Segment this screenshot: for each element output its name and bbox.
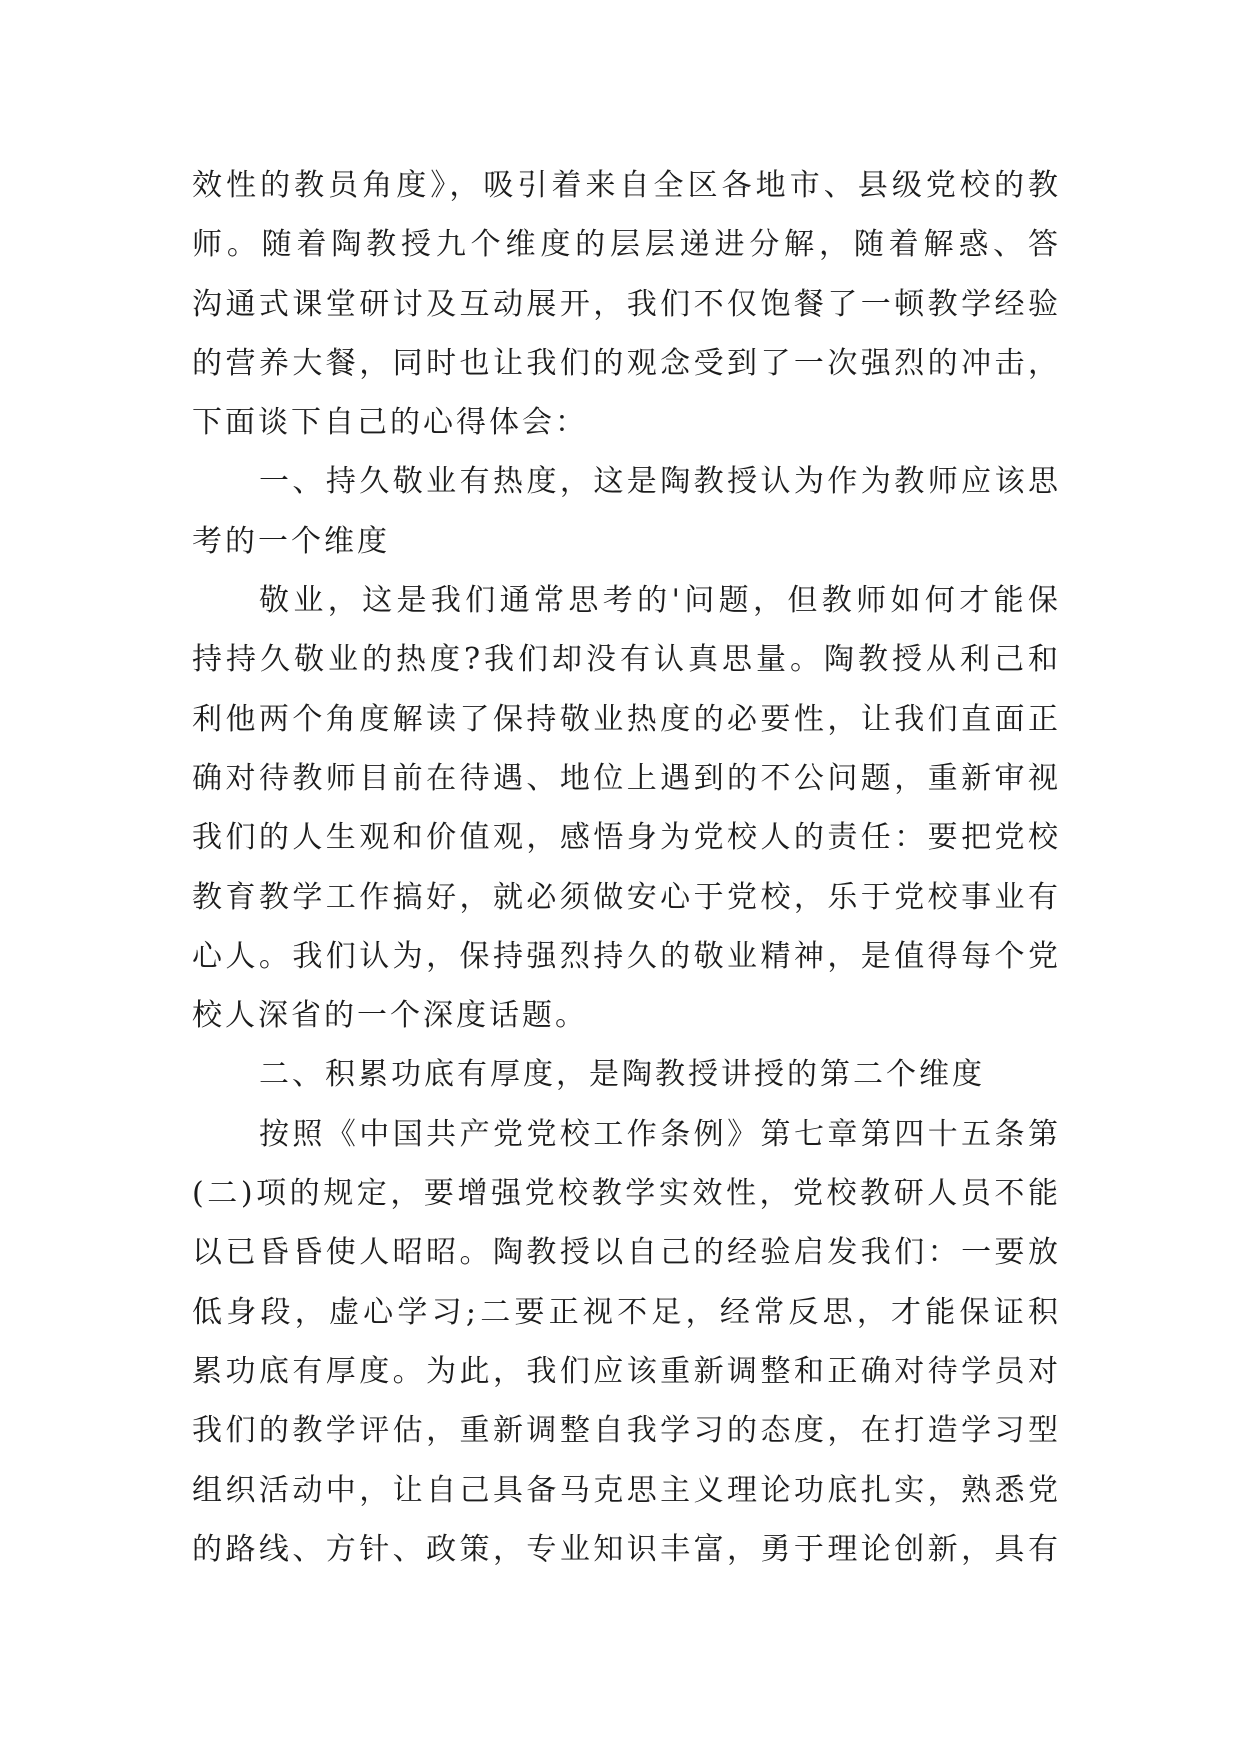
text-line: 下面谈下自己的心得体会： xyxy=(192,405,588,441)
text-line: 教育教学工作搞好，就必须做安心于党校，乐于党校事业有 xyxy=(192,879,1061,915)
paragraph xyxy=(192,156,1061,452)
text-line: 师。随着陶教授九个维度的层层递进分解，随着解惑、答 xyxy=(192,227,1061,263)
text-line: 低身段，虚心学习;二要正视不足，经常反思，才能保证积 xyxy=(192,1294,1061,1330)
text-line: 敬业，这是我们通常思考的'问题，但教师如何才能保 xyxy=(259,583,1061,619)
text-line: 我们的教学评估，重新调整自我学习的态度，在打造学习型 xyxy=(192,1413,1061,1449)
paragraph xyxy=(192,571,1061,1045)
text-line: 的路线、方针、政策，专业知识丰富，勇于理论创新，具有 xyxy=(192,1531,1061,1567)
section-heading-paragraph xyxy=(192,1045,1061,1104)
text-line: 组织活动中，让自己具备马克思主义理论功底扎实，熟悉党 xyxy=(192,1472,1061,1508)
text-line: 按照《中国共产党党校工作条例》第七章第四十五条第 xyxy=(259,1116,1061,1152)
text-line: 累功底有厚度。为此，我们应该重新调整和正确对待学员对 xyxy=(192,1353,1061,1389)
text-line: 以已昏昏使人昭昭。陶教授以自己的经验启发我们：一要放 xyxy=(192,1235,1061,1271)
text-line: 利他两个角度解读了保持敬业热度的必要性，让我们直面正 xyxy=(192,701,1061,737)
text-line: 一、持久敬业有热度，这是陶教授认为作为教师应该思 xyxy=(259,464,1061,500)
text-line: 效性的教员角度》，吸引着来自全区各地市、县级党校的教 xyxy=(192,168,1061,203)
text-line: 持持久敬业的热度?我们却没有认真思量。陶教授从利己和 xyxy=(192,642,1061,678)
text-line: (二)项的规定，要增强党校教学实效性，党校教研人员不能 xyxy=(192,1176,1061,1212)
text-line: 的营养大餐，同时也让我们的观念受到了一次强烈的冲击， xyxy=(192,345,1061,381)
section-heading-paragraph xyxy=(192,452,1061,571)
text-line: 确对待教师目前在待遇、地位上遇到的不公问题，重新审视 xyxy=(192,760,1061,796)
text-line: 心人。我们认为，保持强烈持久的敬业精神，是值得每个党 xyxy=(192,938,1061,974)
text-line: 考的一个维度 xyxy=(192,523,390,559)
text-line: 我们的人生观和价值观，感悟身为党校人的责任：要把党校 xyxy=(192,820,1061,856)
document-body xyxy=(192,156,1061,1579)
text-line: 沟通式课堂研讨及互动展开，我们不仅饱餐了一顿教学经验 xyxy=(192,286,1061,322)
text-line: 二、积累功底有厚度，是陶教授讲授的第二个维度 xyxy=(259,1057,985,1093)
text-line: 校人深省的一个深度话题。 xyxy=(192,998,588,1034)
paragraph xyxy=(192,1105,1061,1579)
